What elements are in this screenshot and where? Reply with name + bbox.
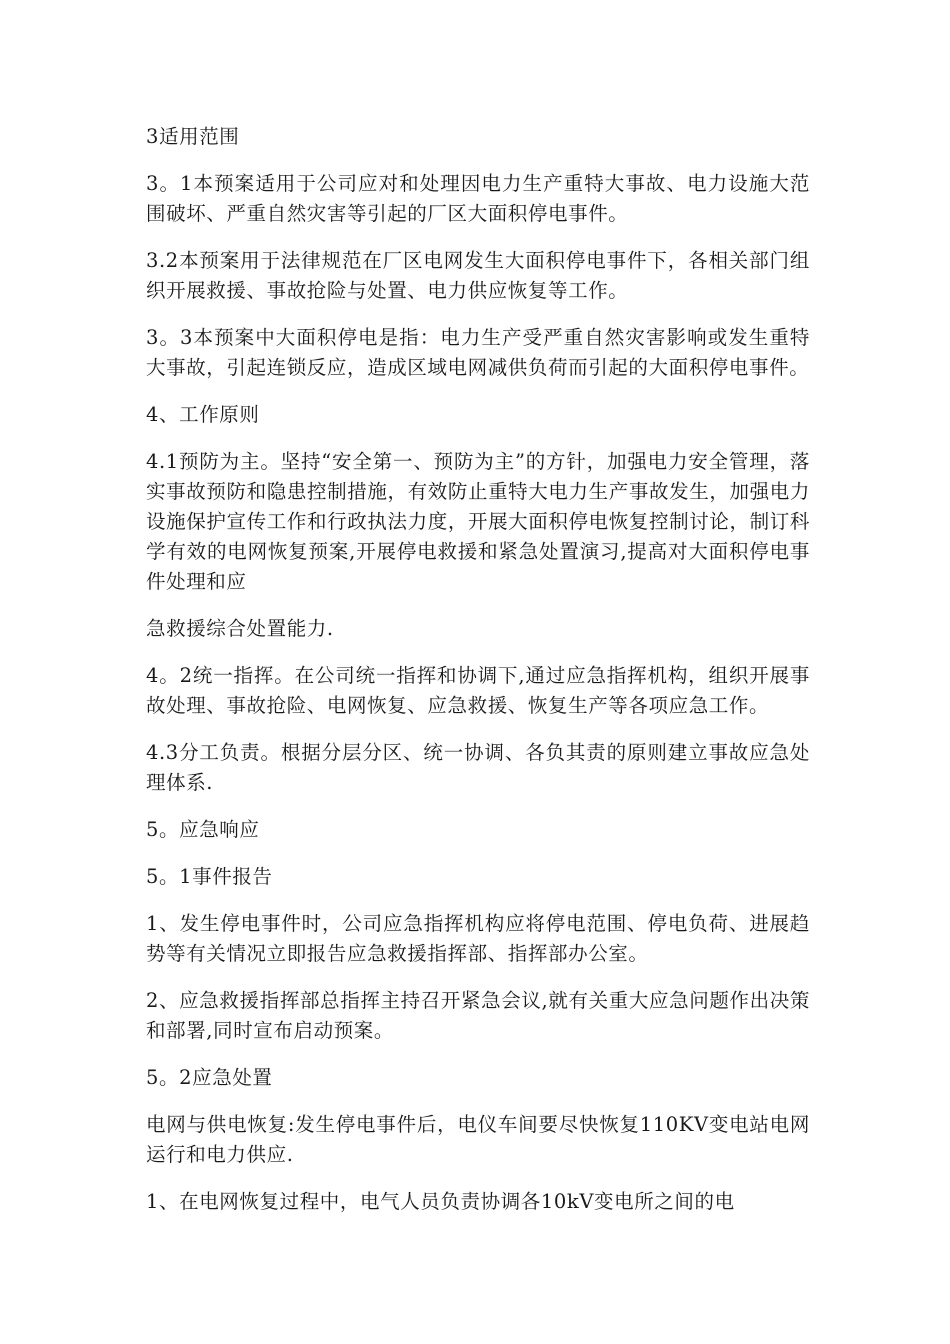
section-heading-scope: 3适用范围 [146,125,240,148]
paragraph-3-3: 3。3本预案中大面积停电是指：电力生产受严重自然灾害影响或发生重特大事故，引起连锁反应，造成区域电网减供负荷而引起的大面积停电事件。 [146,326,810,379]
paragraph-handling-1: 1、在电网恢复过程中，电气人员负责协调各10kV变电所之间的电 [146,1190,735,1213]
paragraph-report-2: 2、应急救援指挥部总指挥主持召开紧急会议,就有关重大应急问题作出决策和部署,同时宣布启动预案。 [146,989,810,1042]
paragraph-3-2: 3.2本预案用于法律规范在厂区电网发生大面积停电事件下，各相关部门组织开展救援、事故抢险与处置、电力供应恢复等工作。 [146,249,810,302]
document-body [146,122,810,1234]
paragraph-grid-recovery: 电网与供电恢复:发生停电事件后，电仪车间要尽快恢复110KV变电站电网运行和电力供应. [146,1113,810,1166]
paragraph-report-1: 1、发生停电事件时，公司应急指挥机构应将停电范围、停电负荷、进展趋势等有关情况立即报告应急救援指挥部、指挥部办公室。 [146,912,810,965]
paragraph-3-1: 3。1本预案适用于公司应对和处理因电力生产重特大事故、电力设施大范围破坏、严重自然灾害等引起的厂区大面积停电事件。 [146,172,810,225]
subheading-event-report: 5。1事件报告 [146,865,273,888]
paragraph-4-1-continued: 急救援综合处置能力. [146,617,334,640]
section-heading-principles: 4、工作原则 [146,403,260,426]
paragraph-4-3: 4.3分工负责。根据分层分区、统一协调、各负其责的原则建立事故应急处理体系. [146,741,810,794]
section-heading-response: 5。应急响应 [146,818,260,841]
subheading-emergency-handling: 5。2应急处置 [146,1066,273,1089]
paragraph-4-1: 4.1预防为主。坚持“安全第一、预防为主”的方针，加强电力安全管理，落实事故预防和隐患控制措施，有效防止重特大电力生产事故发生，加强电力设施保护宣传工作和行政执法力度，开展大面积停电恢复控制讨论，制订科学有效的电网恢复预案,开展停电救援和紧急处置演习,提高对大面积停电事件处理和应 [146,450,810,593]
paragraph-4-2: 4。2统一指挥。在公司统一指挥和协调下,通过应急指挥机构，组织开展事故处理、事故抢险、电网恢复、应急救援、恢复生产等各项应急工作。 [146,664,810,717]
